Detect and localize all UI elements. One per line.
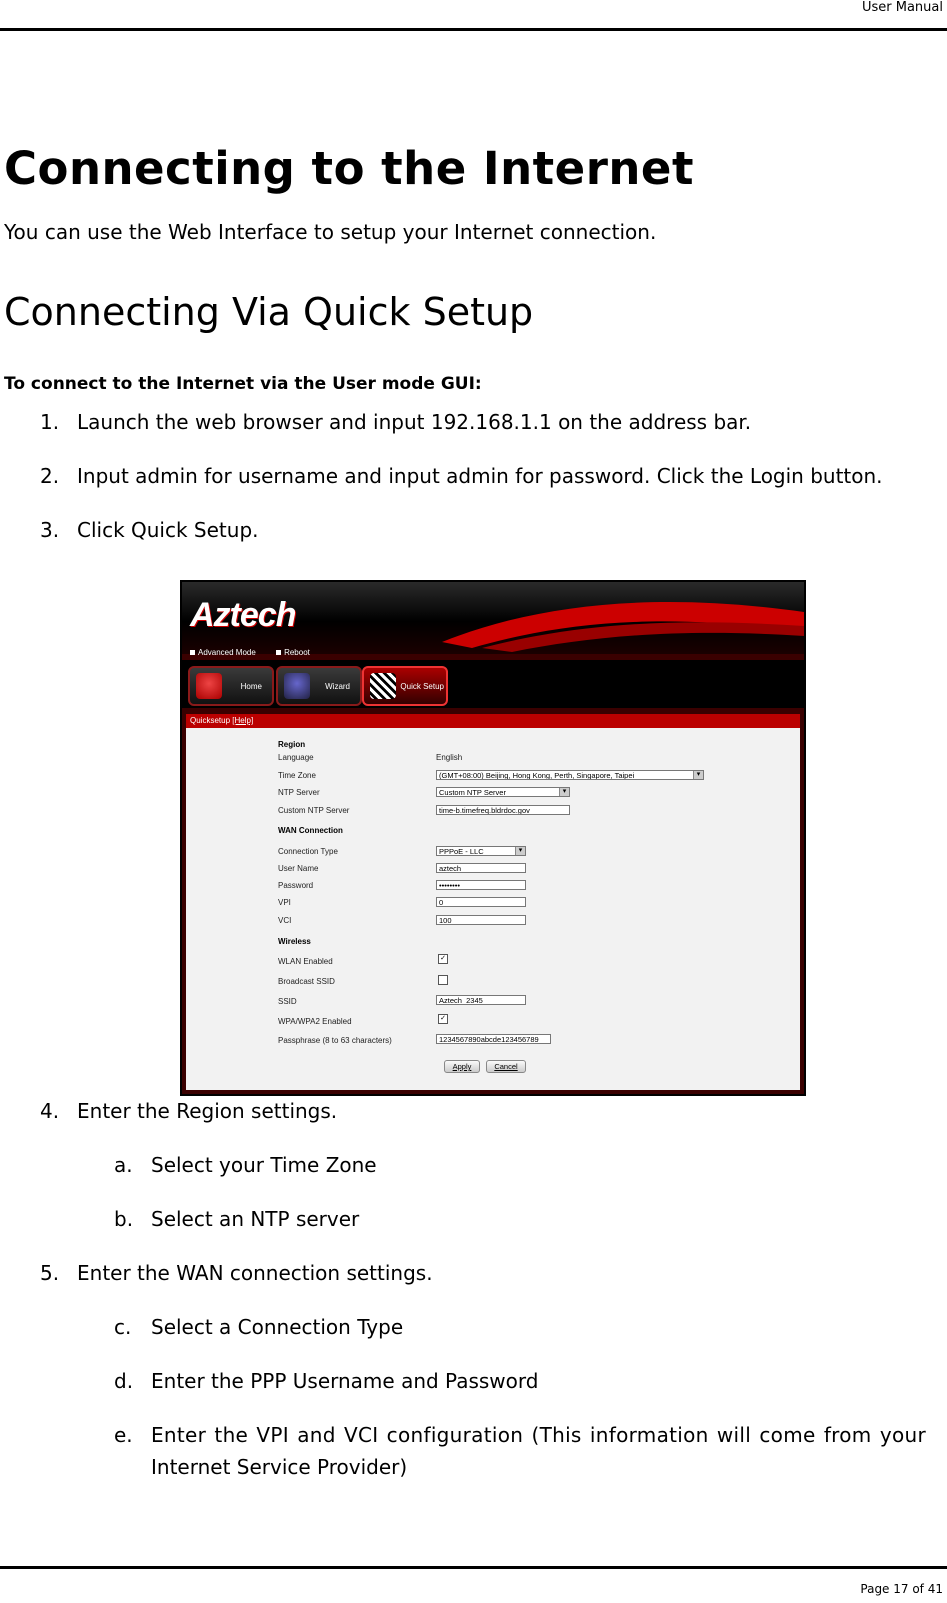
page-footer: [0, 1566, 947, 1603]
nav-bar: [182, 660, 804, 708]
cancel-button[interactable]: Cancel: [486, 1060, 526, 1073]
username-label: User Name: [278, 864, 319, 873]
vpi-label: VPI: [278, 898, 291, 907]
page-title: Connecting to the Internet: [4, 142, 694, 195]
advanced-mode-link[interactable]: Advanced Mode: [190, 648, 256, 657]
password-label: Password: [278, 881, 314, 890]
wpa-checkbox[interactable]: [438, 1014, 448, 1024]
timezone-label: Time Zone: [278, 771, 316, 780]
reboot-link[interactable]: Reboot: [276, 648, 310, 657]
timezone-select[interactable]: (GMT+08:00) Beijing, Hong Kong, Perth, Singapore, Taipei ▾: [436, 770, 704, 780]
aztech-logo: Aztech: [190, 596, 296, 634]
password-input[interactable]: ••••••••: [436, 880, 526, 890]
section-title: Connecting Via Quick Setup: [4, 290, 534, 334]
ssid-input[interactable]: Aztech_2345: [436, 995, 526, 1005]
intro-text: You can use the Web Interface to setup your Internet connection.: [4, 220, 657, 244]
passphrase-input[interactable]: 1234567890abcde123456789: [436, 1034, 551, 1044]
header-label: User Manual: [861, 0, 943, 15]
broadcast-label: Broadcast SSID: [278, 977, 335, 986]
banner: [182, 582, 804, 654]
wizard-button[interactable]: Wizard: [276, 666, 362, 706]
wlan-checkbox[interactable]: [438, 954, 448, 964]
wpa-label: WPA/WPA2 Enabled: [278, 1017, 352, 1026]
racing-flags-icon: [370, 673, 396, 699]
top-links: [190, 648, 328, 657]
username-input[interactable]: aztech: [436, 863, 526, 873]
language-label: Language: [278, 753, 314, 762]
conn-type-label: Connection Type: [278, 847, 338, 856]
wpa-check-mark: ✓: [440, 1015, 446, 1022]
home-icon: [196, 673, 222, 699]
broadcast-checkbox[interactable]: [438, 975, 448, 985]
vci-label: VCI: [278, 916, 292, 925]
lead-text: To connect to the Internet via the User mode GUI:: [4, 374, 482, 394]
apply-button[interactable]: Apply: [444, 1060, 480, 1073]
page-header: [0, 0, 947, 31]
quicksetup-header: Quicksetup [Help]: [186, 714, 800, 728]
wlan-label: WLAN Enabled: [278, 957, 333, 966]
wizard-icon: [284, 673, 310, 699]
wireless-heading: Wireless: [278, 937, 311, 946]
passphrase-label: Passphrase (8 to 63 characters): [278, 1036, 392, 1045]
quicksetup-panel: [186, 728, 800, 1090]
custom-ntp-label: Custom NTP Server: [278, 806, 350, 815]
home-button[interactable]: Home: [188, 666, 274, 706]
custom-ntp-input[interactable]: time-b.timefreq.bldrdoc.gov: [436, 805, 570, 815]
ntp-select[interactable]: Custom NTP Server ▾: [436, 787, 570, 797]
quick-setup-screenshot: [180, 580, 806, 1096]
language-value: English: [436, 753, 463, 762]
vpi-input[interactable]: 0: [436, 897, 526, 907]
quick-setup-button[interactable]: Quick Setup: [362, 666, 448, 706]
page-number: Page 17 of 41: [860, 1582, 943, 1596]
ntp-label: NTP Server: [278, 788, 320, 797]
help-link[interactable]: [Help]: [232, 716, 254, 725]
wan-heading: WAN Connection: [278, 826, 343, 835]
vci-input[interactable]: 100: [436, 915, 526, 925]
region-heading: Region: [278, 740, 306, 749]
conn-type-select[interactable]: PPPoE - LLC ▾: [436, 846, 526, 856]
ssid-label: SSID: [278, 997, 297, 1006]
wlan-check-mark: ✓: [440, 955, 446, 962]
